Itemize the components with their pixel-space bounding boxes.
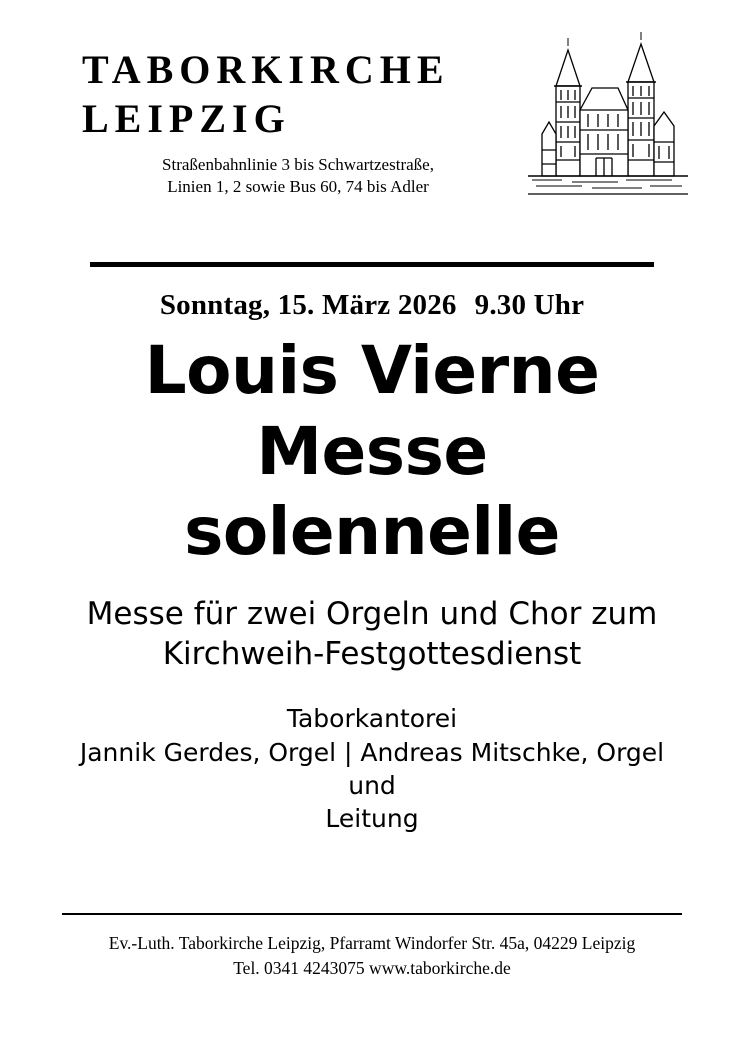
performer-line-1: Taborkantorei [286, 704, 458, 734]
footer-divider [62, 913, 682, 915]
piece-title-line-1: Messe [256, 412, 488, 490]
footer-line-1: Ev.-Luth. Taborkirche Leipzig, Pfarramt Windorfer Str. 45a, 04229 Leipzig [108, 933, 636, 954]
subtitle-line-2: Kirchweih-Festgottesdienst [162, 636, 582, 673]
piece-title-line-2: solennelle [184, 493, 560, 571]
org-name-line-1: TABORKIRCHE [82, 47, 450, 92]
poster-header [60, 0, 684, 248]
org-name-line-2: LEIPZIG [82, 95, 291, 141]
event-performers [60, 702, 684, 835]
header-divider [90, 262, 654, 267]
composer-name: Louis Vierne [144, 332, 600, 409]
church-illustration-icon [522, 30, 692, 225]
performer-line-2: Jannik Gerdes, Orgel | Andreas Mitschke, Orgel und [79, 737, 665, 800]
transit-info [60, 154, 530, 199]
subtitle-line-1: Messe für zwei Orgeln und Chor zum [86, 595, 658, 632]
event-title [60, 332, 684, 571]
performer-line-3: Leitung [325, 804, 419, 834]
event-subtitle [60, 594, 684, 675]
event-date: Sonntag, 15. März 2026 [159, 289, 457, 321]
footer-contact [60, 931, 684, 981]
poster-footer [60, 913, 684, 981]
event-time: 9.30 Uhr [474, 289, 585, 321]
transit-line-2: Linien 1, 2 sowie Bus 60, 74 bis Adler [167, 177, 429, 197]
footer-line-2: Tel. 0341 4243075 www.taborkirche.de [233, 958, 511, 979]
event-datetime [60, 289, 684, 322]
organisation-title [60, 48, 530, 199]
transit-line-1: Straßenbahnlinie 3 bis Schwartzestraße, [162, 154, 434, 174]
